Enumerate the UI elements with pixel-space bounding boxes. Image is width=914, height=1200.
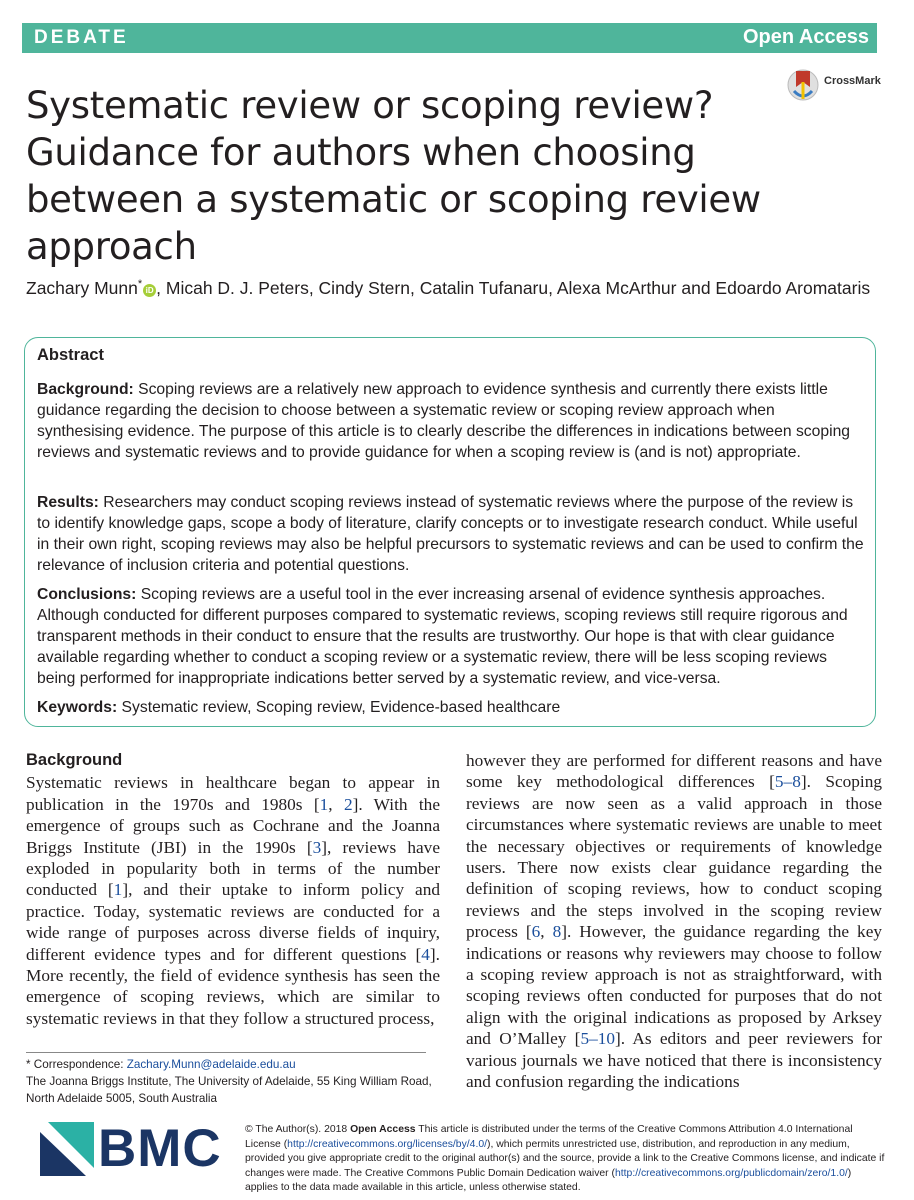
abstract-heading: Abstract [37,346,104,364]
section-label: DEBATE [34,27,129,48]
citation-link[interactable]: 8 [552,922,562,942]
background-heading: Background [26,751,123,769]
text-run: © The Author(s). 2018 [245,1124,351,1135]
open-access-label: Open Access [743,26,869,48]
background-paragraph [26,772,440,1029]
abstract-background-text: Scoping reviews are a relatively new approach to evidence synthesis and currently there exists little guidance regarding the decision to choose between a systematic review or scoping review approach when synthesising evidence. The purpose of this article is to clearly describe the differences in indications between scoping reviews and systematic reviews and to provide guidance for when a scoping review is (and is not) appropriate. [37,381,851,461]
correspondence-email-link[interactable]: Zachary.Munn@adelaide.edu.au [126,1058,296,1071]
abstract-keywords-text: Systematic review, Scoping review, Evidence-based healthcare [117,699,561,716]
abstract-keywords-label: Keywords: [37,699,118,716]
crossmark-badge[interactable] [786,65,886,105]
right-paragraph [466,750,882,1093]
cc-by-license-link[interactable]: http://creativecommons.org/licenses/by/4.0/ [287,1138,487,1150]
text-run: ]. As editors and peer reviewers for various journals we have noticed that there is inconsistency and confusion regarding the indications [466,1029,882,1092]
first-author[interactable]: Zachary Munn [26,278,138,298]
author-list [26,278,906,299]
body-left-column [26,750,440,1029]
abstract-conclusions [37,584,865,689]
abstract-background-label: Background: [37,381,134,398]
text-run: ]. With the emergence of groups such as Cochrane and the Joanna Briggs Institute (JBI) in the 1990s [ [26,794,440,857]
corresponding-mark: * [137,278,143,291]
citation-link[interactable]: 6 [531,922,541,942]
citation-link[interactable]: 5–8 [774,772,801,792]
text-run: ), which permits unrestricted use, distribution, and reproduction in any medium, provided you give appropriate credit to the original author(s) and the source, provide a link to the Creative Commons license, and indicate if changes were made. The Creative Commons Public Domain Dedication waiver ( [245,1138,885,1179]
text-run: ]. More recently, the field of evidence synthesis has seen the emergence of scoping reviews, which are similar to systematic reviews in that they follow a structured process, [26,944,440,1028]
bmc-logo [40,1120,230,1180]
abstract-background [37,379,865,463]
abstract-keywords [37,697,865,718]
abstract-conclusions-label: Conclusions: [37,586,137,603]
license-statement [245,1123,885,1196]
text-run: ], and their uptake to inform policy and practice. Today, systematic reviews are conducted for a wide range of purposes across diverse fields of inquiry, different evidence types and for different questions [ [26,880,440,964]
citation-link[interactable]: 3 [312,837,322,857]
header-banner [22,23,877,53]
citation-link[interactable]: 5–10 [580,1029,615,1049]
citation-link[interactable]: 1 [319,794,329,814]
text-run: Systematic reviews in healthcare began to appear in publication in the 1970s and 1980s [ [26,773,440,814]
crossmark-icon [786,65,820,105]
article-title: Systematic review or scoping review? Guidance for authors when choosing between a systematic or scoping review approach [26,84,761,268]
correspondence-label: * Correspondence: [26,1058,127,1071]
abstract-box [24,337,876,727]
bmc-logo-text: BMC [98,1119,222,1178]
abstract-conclusions-text: Scoping reviews are a useful tool in the ever increasing arsenal of evidence synthesis approaches. Although conducted for different purposes compared to systematic reviews, scoping reviews still require rigorous and transparent methods in their conduct to ensure that the results are trustworthy. Our hope is that with clear guidance available regarding whether to conduct a scoping review or a systematic review, there will be less scoping reviews being performed for inappropriate indications better served by a systematic review, and vice-versa. [37,586,848,687]
citation-link[interactable]: 4 [421,944,430,964]
text-run: , [328,794,344,814]
cc-zero-waiver-link[interactable]: http://creativecommons.org/publicdomain/zero/1.0/ [615,1167,848,1179]
text-run: ], reviews have exploded in popularity both in terms of the number conducted [ [26,837,440,900]
affiliation-text: The Joanna Briggs Institute, The University of Adelaide, 55 King William Road, North Adelaide 5005, South Australia [26,1075,432,1105]
body-right-column [466,750,882,1093]
text-run: This article is distributed under the terms of the Creative Commons Attribution 4.0 International License ( [245,1124,853,1150]
orcid-icon[interactable]: iD [143,284,156,297]
abstract-results [37,492,865,576]
crossmark-label: CrossMark [824,75,881,87]
citation-link[interactable]: 1 [113,880,123,900]
license-open-access: Open Access [350,1124,416,1135]
other-authors: , Micah D. J. Peters, Cindy Stern, Catalin Tufanaru, Alexa McArthur and Edoardo Aromataris [156,278,871,298]
bmc-logo-mark-icon [40,1122,94,1176]
text-run: ]. However, the guidance regarding the key indications or reasons why reviewers may choose to follow a scoping review approach is not as straightforward, with scoping reviews often conducted for purposes that do not align with the original indications as proposed by Arksey and O’Malley [ [466,922,883,1049]
abstract-results-text: Researchers may conduct scoping reviews instead of systematic reviews where the purpose of the review is to identify knowledge gaps, scope a body of literature, clarify concepts or to investigate research conduct. While useful in their own right, scoping reviews may also be helpful precursors to systematic reviews and can be used to confirm the relevance of inclusion criteria and potential questions. [37,494,864,574]
correspondence-footnote [26,1056,446,1107]
citation-link[interactable]: 2 [343,794,353,814]
text-run: , [540,922,553,942]
text-run: ) applies to the data made available in this article, unless otherwise stated. [245,1167,852,1194]
footnote-divider [26,1052,426,1053]
text-run: however they are performed for different reasons and have some key methodological differences [ [466,751,882,792]
text-run: ]. Scoping reviews are now seen as a valid approach in those circumstances where systematic reviews are unable to meet the necessary objectives or requirements of knowledge users. There now exists clear guidance regarding the definition of scoping reviews, how to conduct scoping reviews and the steps involved in the scoping review process [ [466,772,882,942]
abstract-results-label: Results: [37,494,99,511]
